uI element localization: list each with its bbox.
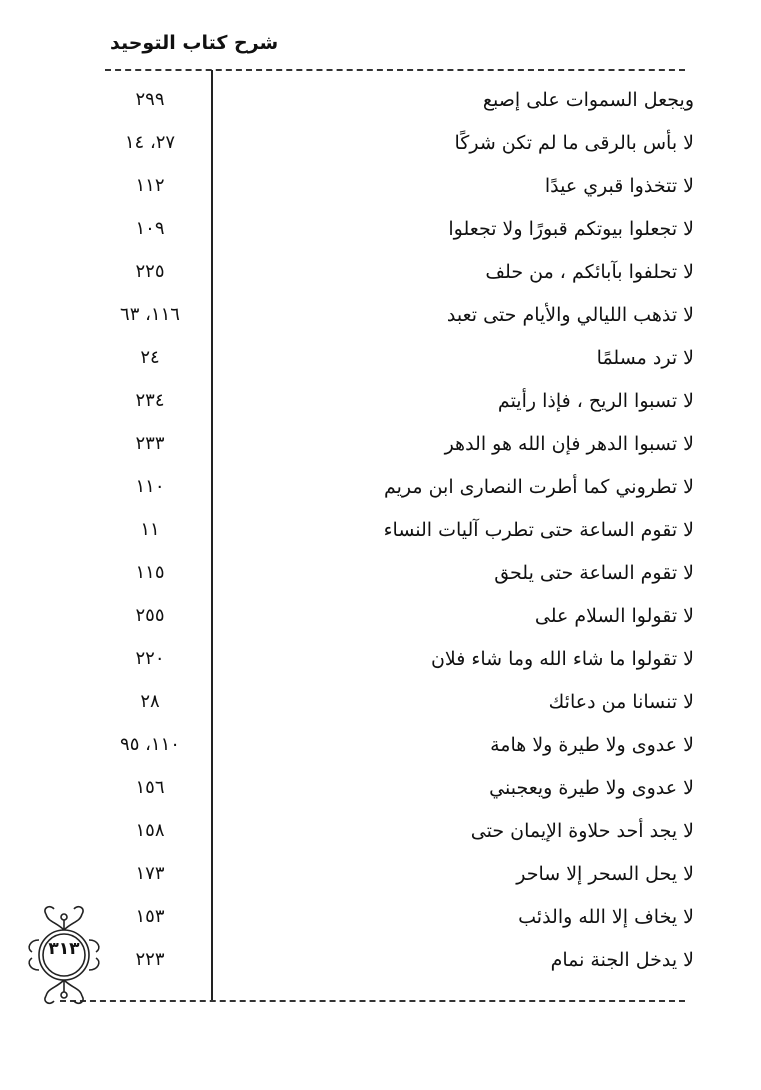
entry-phrase: لا تقولوا ما شاء الله وما شاء فلان (430, 648, 694, 670)
index-entry-row (0, 684, 761, 724)
entry-page-numbers: ١١٥ (135, 562, 165, 583)
entry-phrase: لا تتخذوا قبري عيدًا (544, 175, 694, 197)
entry-page-numbers: ٢٣٤ (135, 390, 165, 411)
entry-page-numbers: ١٠٩ (135, 218, 165, 239)
entry-phrase: لا عدوى ولا طيرة ويعجبني (489, 777, 694, 799)
entry-page-numbers: ٢٧، ١٤ (124, 132, 176, 153)
entry-page-numbers: ١٥٦ (135, 777, 165, 798)
entry-phrase: لا تنسانا من دعائك (548, 691, 694, 713)
entry-phrase: ويجعل السموات على إصبع (482, 89, 694, 111)
entry-page-numbers: ١١٠، ٩٥ (120, 734, 180, 755)
entry-page-numbers: ١٥٣ (135, 906, 165, 927)
entry-phrase: لا تقولوا السلام على (534, 605, 694, 627)
index-entry-row (0, 813, 761, 853)
index-entry-row (0, 168, 761, 208)
entry-page-numbers: ٢٢٣ (135, 949, 165, 970)
entry-phrase: لا ترد مسلمًا (596, 347, 694, 369)
entry-page-numbers: ١١٦، ٦٣ (120, 304, 180, 325)
index-entry-row (0, 340, 761, 380)
entry-page-numbers: ٢٨ (140, 691, 160, 712)
index-entry-row (0, 512, 761, 552)
index-entry-row (0, 297, 761, 337)
entry-page-numbers: ١٥٨ (135, 820, 165, 841)
index-entry-row (0, 598, 761, 638)
entry-page-numbers: ٢٩٩ (135, 89, 165, 110)
index-entry-row (0, 426, 761, 466)
index-entry-row (0, 125, 761, 165)
entry-phrase: لا تسبوا الريح ، فإذا رأيتم (497, 390, 694, 412)
entry-page-numbers: ١٧٣ (135, 863, 165, 884)
entry-page-numbers: ٢٣٣ (135, 433, 165, 454)
index-entry-row (0, 856, 761, 896)
running-header-title: شرح كتاب التوحيد (110, 32, 279, 54)
entry-phrase: لا تسبوا الدهر فإن الله هو الدهر (444, 433, 694, 455)
entry-phrase: لا يحل السحر إلا ساحر (516, 863, 694, 885)
index-entry-row (0, 82, 761, 122)
bottom-dashed-rule (60, 1000, 685, 1002)
entry-page-numbers: ٢٢٠ (135, 648, 165, 669)
entry-page-numbers: ١١ (140, 519, 160, 540)
entry-phrase: لا تقوم الساعة حتى يلحق (494, 562, 694, 584)
entry-phrase: لا يدخل الجنة نمام (550, 949, 694, 971)
index-entry-row (0, 641, 761, 681)
entry-page-numbers: ٢٤ (140, 347, 160, 368)
page-number: ٣١٣ (48, 939, 80, 959)
entry-phrase: لا تجعلوا بيوتكم قبورًا ولا تجعلوا (448, 218, 694, 240)
entry-phrase: لا تقوم الساعة حتى تطرب آليات النساء (383, 519, 694, 541)
entry-page-numbers: ١١٢ (135, 175, 165, 196)
index-entry-row (0, 469, 761, 509)
entry-phrase: لا يخاف إلا الله والذئب (518, 906, 694, 928)
page-number-ornament (18, 900, 118, 1010)
entry-page-numbers: ٢٥٥ (135, 605, 165, 626)
entry-phrase: لا عدوى ولا طيرة ولا هامة (490, 734, 694, 756)
entry-phrase: لا يجد أحد حلاوة الإيمان حتى (470, 820, 694, 842)
entry-phrase: لا تحلفوا بآبائكم ، من حلف (485, 261, 694, 283)
entry-page-numbers: ٢٢٥ (135, 261, 165, 282)
entry-phrase: لا تذهب الليالي والأيام حتى تعبد (446, 304, 694, 326)
top-dashed-rule (105, 69, 685, 71)
entry-page-numbers: ١١٠ (135, 476, 165, 497)
index-entry-row (0, 383, 761, 423)
entry-phrase: لا بأس بالرقى ما لم تكن شركًا (454, 132, 694, 154)
index-entry-row (0, 727, 761, 767)
index-entry-row (0, 555, 761, 595)
index-entry-row (0, 770, 761, 810)
entry-phrase: لا تطروني كما أطرت النصارى ابن مريم (383, 476, 694, 498)
index-entry-row (0, 211, 761, 251)
index-entry-row (0, 254, 761, 294)
